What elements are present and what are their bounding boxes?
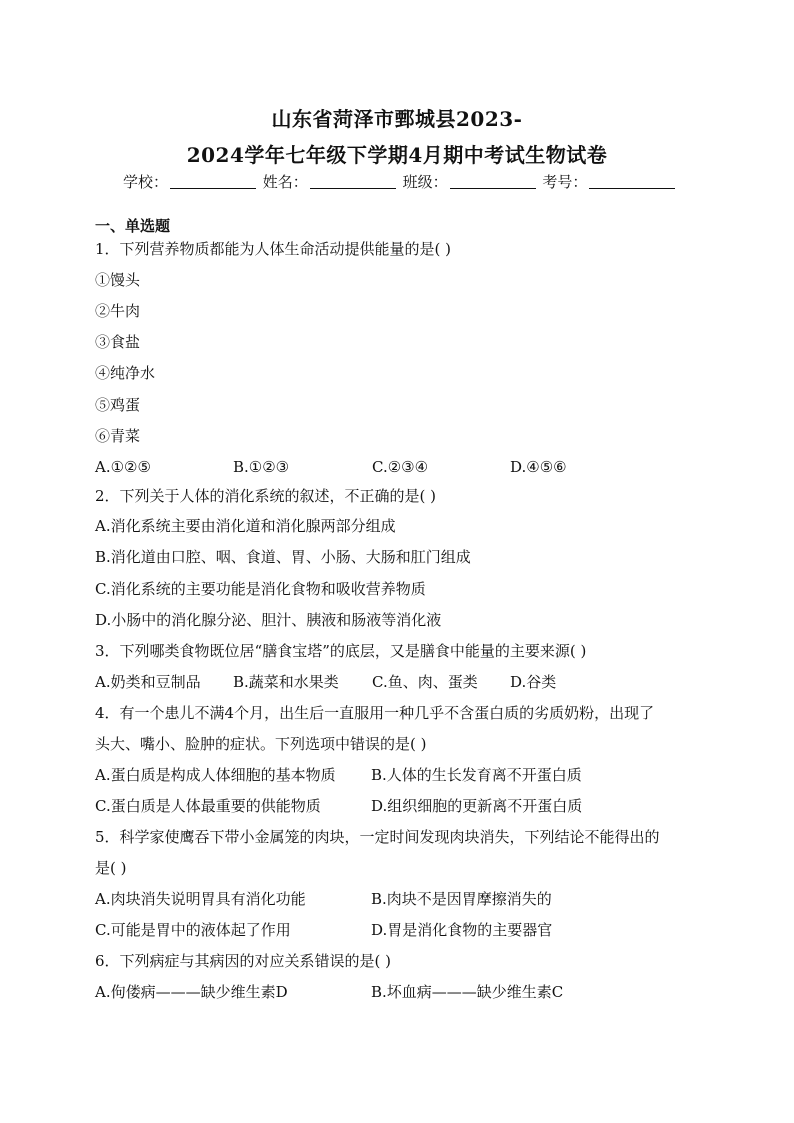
option-b[interactable]: B.坏血病———缺少维生素C — [371, 983, 564, 1001]
option-a[interactable]: A.奶类和豆制品 — [95, 673, 201, 691]
option-d[interactable]: D.组织细胞的更新离不开蛋白质 — [371, 797, 583, 815]
class-label: 班级： — [402, 173, 448, 191]
option-b[interactable]: B.肉块不是因胃摩擦消失的 — [371, 890, 552, 908]
option-d[interactable]: D.谷类 — [510, 673, 557, 691]
option-b[interactable]: B.消化道由口腔、咽、食道、胃、小肠、大肠和肛门组成 — [95, 548, 471, 566]
option-d[interactable]: D.④⑤⑥ — [510, 458, 567, 476]
school-label: 学校： — [123, 173, 169, 191]
option-c[interactable]: C.蛋白质是人体最重要的供能物质 — [95, 797, 321, 815]
option-c[interactable]: C.②③④ — [372, 458, 429, 476]
question-5-stem-line1: 5．科学家使鹰吞下带小金属笼的肉块，一定时间发现肉块消失，下列结论不能得出的 — [95, 828, 660, 846]
question-1-item: ⑥青菜 — [95, 427, 141, 445]
question-5-stem-line2: 是( ) — [95, 859, 127, 877]
question-4-stem-line2: 头大、嘴小、脸肿的症状。下列选项中错误的是( ) — [95, 735, 427, 753]
option-a[interactable]: A.消化系统主要由消化道和消化腺两部分组成 — [95, 517, 396, 535]
question-1-item: ④纯净水 — [95, 364, 156, 382]
option-c[interactable]: C.可能是胃中的液体起了作用 — [95, 921, 291, 939]
section-heading: 一、单选题 — [95, 217, 171, 235]
option-b[interactable]: B.①②③ — [233, 458, 290, 476]
exam-title-line2: 2024学年七年级下学期4月期中考试生物试卷 — [186, 143, 608, 167]
exam-number-label: 考号： — [542, 173, 588, 191]
option-d[interactable]: D.胃是消化食物的主要器官 — [371, 921, 553, 939]
option-b[interactable]: B.人体的生长发育离不开蛋白质 — [371, 766, 582, 784]
question-1-item: ①馒头 — [95, 271, 141, 289]
question-6-stem: 6．下列病症与其病因的对应关系错误的是( ) — [95, 952, 392, 970]
exam-title-line1: 山东省菏泽市鄄城县2023- — [271, 107, 523, 131]
question-1-item: ②牛肉 — [95, 302, 141, 320]
question-1-item: ③食盐 — [95, 333, 141, 351]
option-c[interactable]: C.鱼、肉、蛋类 — [372, 673, 478, 691]
question-4-stem-line1: 4．有一个患儿不满4个月，出生后一直服用一种几乎不含蛋白质的劣质奶粉，出现了 — [95, 704, 655, 722]
option-b[interactable]: B.蔬菜和水果类 — [233, 673, 339, 691]
student-info-fields — [123, 171, 677, 192]
school-blank[interactable] — [170, 174, 256, 189]
option-a[interactable]: A.①②⑤ — [95, 458, 151, 476]
option-a[interactable]: A.肉块消失说明胃具有消化功能 — [95, 890, 306, 908]
option-a[interactable]: A.蛋白质是构成人体细胞的基本物质 — [95, 766, 336, 784]
class-blank[interactable] — [450, 174, 536, 189]
option-c[interactable]: C.消化系统的主要功能是消化食物和吸收营养物质 — [95, 580, 426, 598]
name-blank[interactable] — [310, 174, 396, 189]
question-1-item: ⑤鸡蛋 — [95, 396, 141, 414]
question-3-stem: 3．下列哪类食物既位居“膳食宝塔”的底层，又是膳食中能量的主要来源( ) — [95, 642, 587, 660]
name-label: 姓名： — [262, 173, 308, 191]
exam-number-blank[interactable] — [589, 174, 675, 189]
question-1-stem: 1．下列营养物质都能为人体生命活动提供能量的是( ) — [95, 240, 452, 258]
option-d[interactable]: D.小肠中的消化腺分泌、胆汁、胰液和肠液等消化液 — [95, 611, 442, 629]
option-a[interactable]: A.佝偻病———缺少维生素D — [95, 983, 288, 1001]
question-2-stem: 2．下列关于人体的消化系统的叙述，不正确的是( ) — [95, 487, 437, 505]
